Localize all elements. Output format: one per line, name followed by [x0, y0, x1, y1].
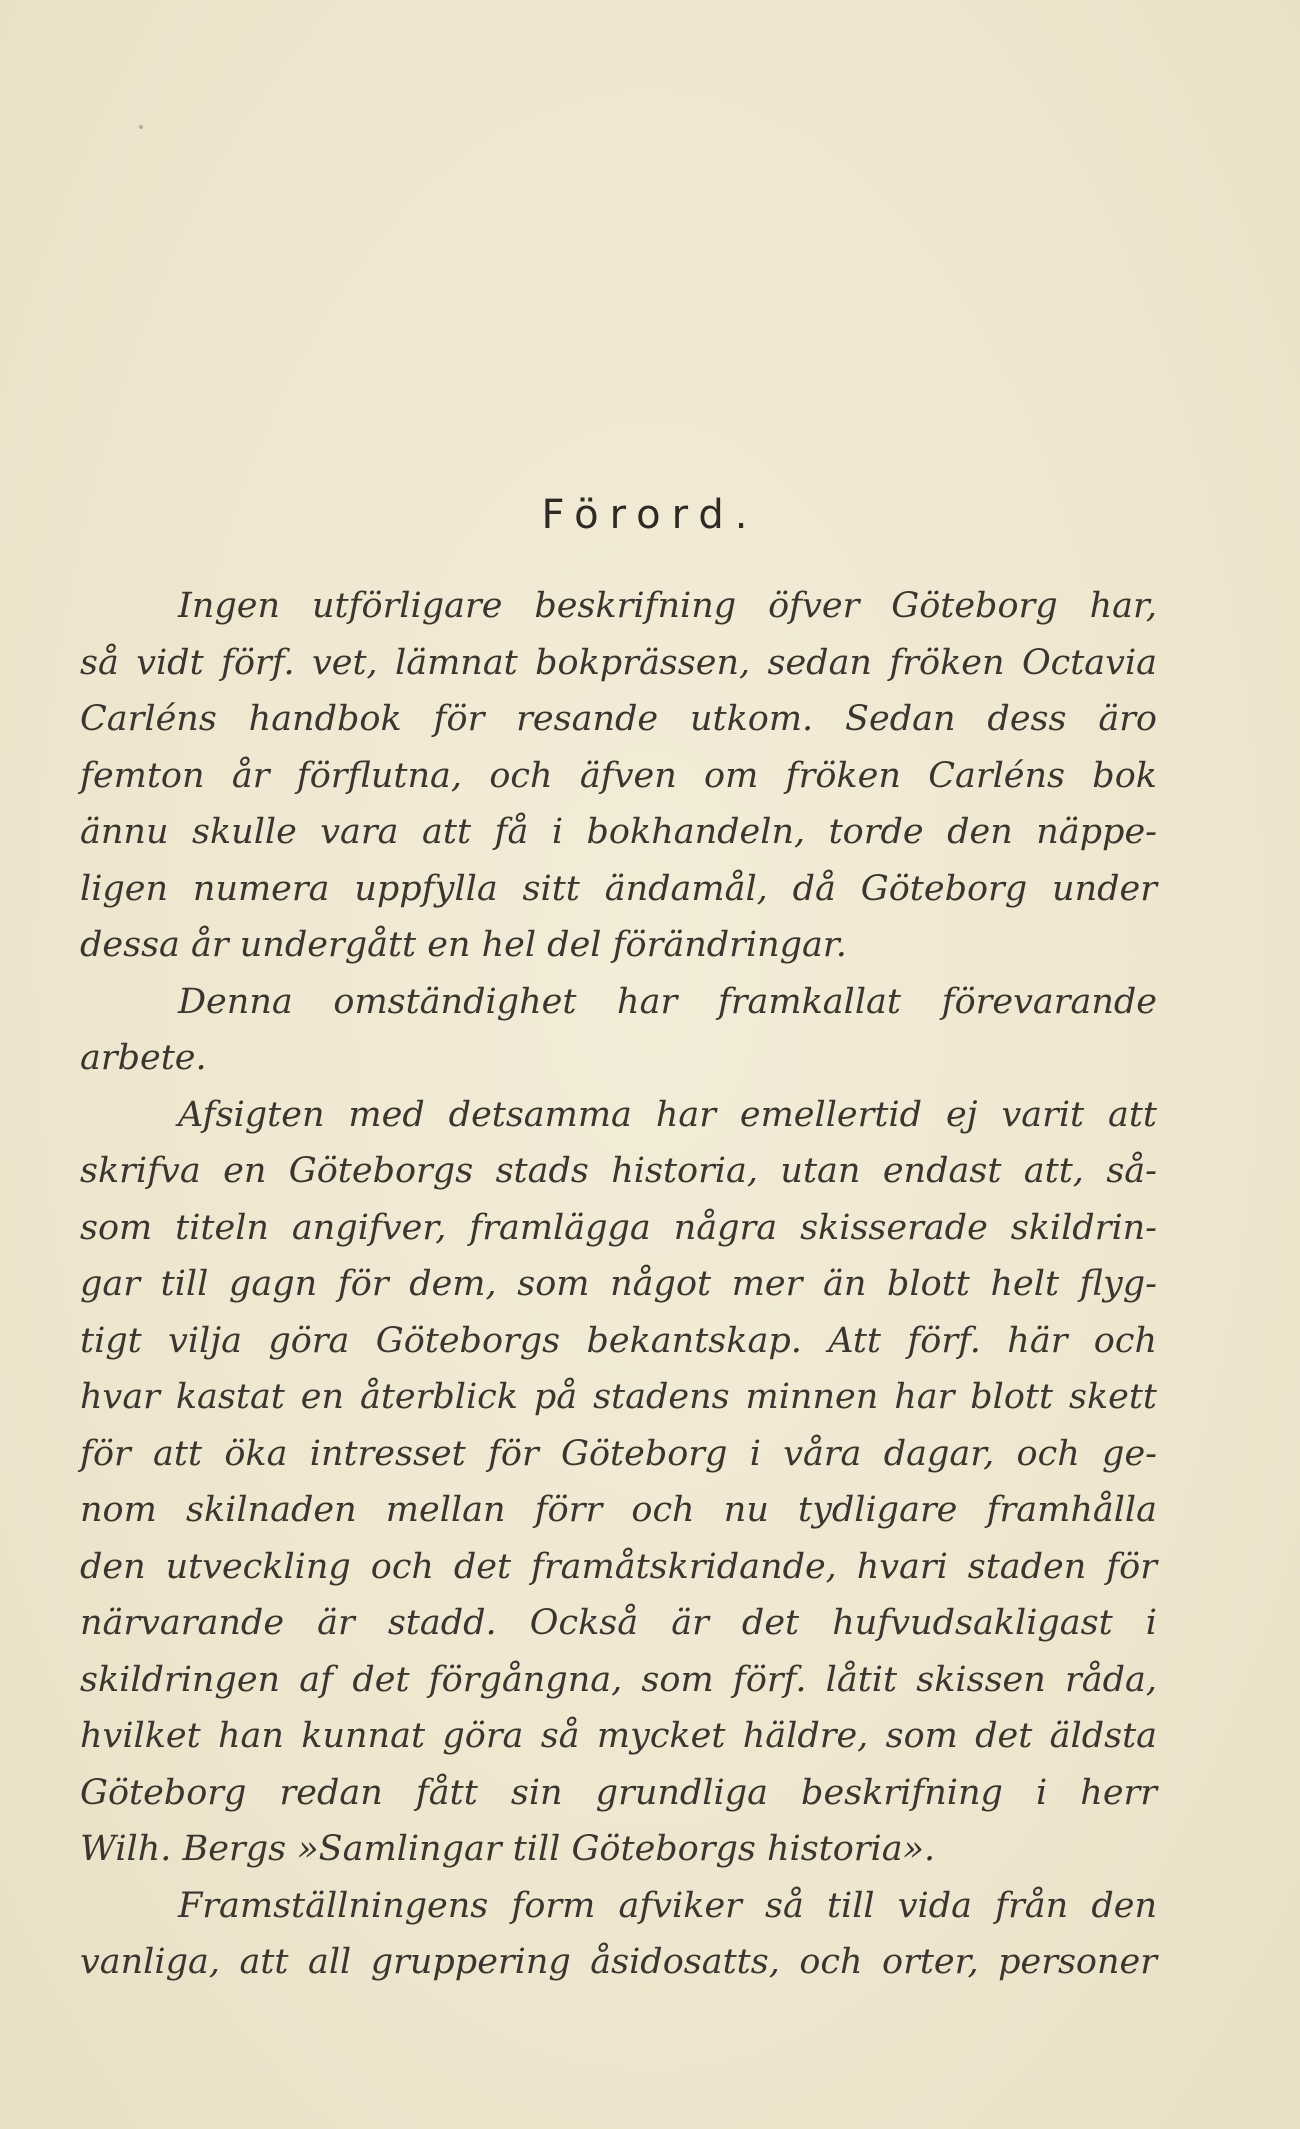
text-line: nom skilnaden mellan förr och nu tydligare framhålla [80, 1490, 1157, 1530]
text-line: Denna omständighet har framkallat förevarande [178, 981, 1157, 1022]
text-line: hvilket han kunnat göra så mycket häldre, som det äldsta [80, 1716, 1157, 1756]
text-line: Göteborg redan fått sin grundliga beskrifning i herr [80, 1772, 1157, 1813]
text-line: den utveckling och det framåtskridande, hvari staden för [80, 1546, 1157, 1587]
body-text [80, 578, 1157, 1991]
text-line: skrifva en Göteborgs stads historia, utan endast att, så- [80, 1151, 1157, 1191]
text-line: arbete. [80, 1038, 207, 1078]
text-line: Afsigten med detsamma har emellertid ej varit att [178, 1094, 1157, 1135]
text-line: Carléns handbok för resande utkom. Sedan dess äro [80, 699, 1157, 739]
text-line: som titeln angifver, framlägga några skisserade skildrin- [80, 1207, 1157, 1248]
text-line: tigt vilja göra Göteborgs bekantskap. Att förf. här och [80, 1320, 1157, 1361]
text-line: ännu skulle vara att få i bokhandeln, torde den näppe- [80, 812, 1157, 852]
text-line: ligen numera uppfylla sitt ändamål, då Göteborg under [80, 868, 1157, 909]
text-line: dessa år undergått en hel del förändringar. [80, 925, 847, 965]
text-line: Wilh. Bergs »Samlingar till Göteborgs historia». [80, 1829, 936, 1869]
text-line: så vidt förf. vet, lämnat bokprässen, sedan fröken Octavia [80, 642, 1157, 683]
page-heading: Förord. [541, 492, 759, 538]
text-line: Framställningens form afviker så till vida från den [178, 1885, 1157, 1926]
text-line: närvarande är stadd. Också är det hufvudsakligast i [80, 1603, 1157, 1643]
text-line: vanliga, att all gruppering åsidosatts, och orter, personer [80, 1942, 1157, 1982]
text-line: Ingen utförligare beskrifning öfver Göteborg har, [178, 586, 1157, 626]
text-line: skildringen af det förgångna, som förf. låtit skissen råda, [80, 1659, 1157, 1700]
text-line: gar till gagn för dem, som något mer än blott helt flyg- [80, 1264, 1157, 1304]
text-line: femton år förflutna, och äfven om fröken Carléns bok [80, 755, 1157, 796]
text-line: hvar kastat en återblick på stadens minnen har blott skett [80, 1377, 1157, 1417]
text-line: för att öka intresset för Göteborg i våra dagar, och ge- [80, 1433, 1157, 1474]
paper-speck [139, 125, 143, 129]
